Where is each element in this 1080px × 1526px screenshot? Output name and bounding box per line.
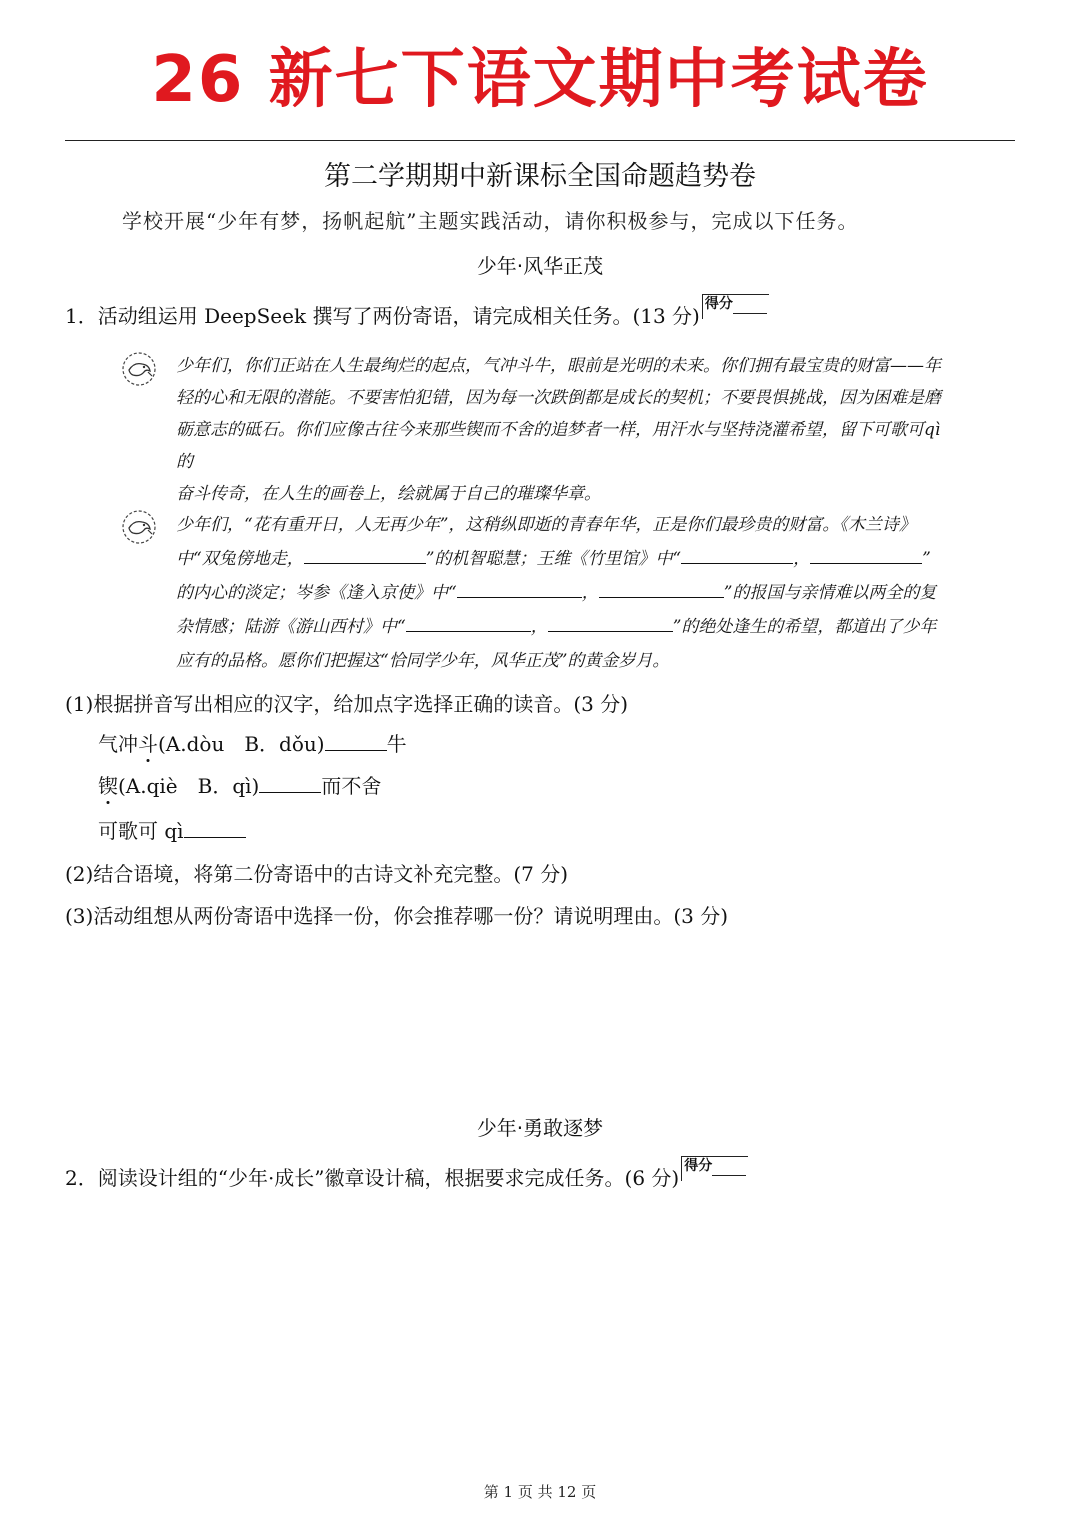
pinyin-item-2: 锲(A.qiè B．qì) 而不舍 (98, 774, 382, 798)
pinyin-item-3: 可歌可 qì (98, 815, 246, 844)
message-2-line: 中“双兔傍地走， ”的机智聪慧；王维《竹里馆》中“ ， ” (176, 542, 956, 576)
score-box-2[interactable] (681, 1156, 748, 1181)
message-1-text (176, 350, 956, 510)
exam-subtitle: 第二学期期中新课标全国命题趋势卷 (324, 161, 756, 192)
sub-question-3: (3)活动组想从两份寄语中选择一份，你会推荐哪一份？请说明理由。(3 分) (65, 904, 729, 928)
fill-blank[interactable] (548, 613, 673, 632)
fill-blank[interactable] (681, 545, 793, 564)
message-1-line: 砺意志的砥石。你们应像古往今来那些锲而不舍的追梦者一样，用汗水与坚持浇灌希望，留下可歌可qì的 (176, 420, 941, 472)
page-footer: 第 1 页 共 12 页 (483, 1483, 597, 1501)
message-1-line: 少年们，你们正站在人生最绚烂的起点，气冲斗牛，眼前是光明的未来。你们拥有最宝贵的财富——年 (176, 356, 941, 376)
deepseek-whale-icon (120, 350, 158, 388)
exam-banner-title: 26 新七下语文期中考试卷 (151, 43, 929, 117)
question-1 (65, 296, 769, 329)
message-1-line: 轻的心和无限的潜能。不要害怕犯错，因为每一次跌倒都是成长的契机；不要畏惧挑战，因为困难是磨 (176, 388, 941, 408)
score-box-1[interactable] (702, 294, 769, 319)
question-2-text: 2．阅读设计组的“少年·成长”徽章设计稿，根据要求完成任务。(6 分) (65, 1166, 680, 1190)
message-card-1 (120, 350, 950, 504)
message-2-line: 的内心的淡定；岑参《逢入京使》中“ ， ”的报国与亲情难以两全的复 (176, 576, 956, 610)
section-title-2: 少年·勇敢逐梦 (476, 1116, 604, 1140)
answer-blank[interactable] (325, 732, 387, 751)
message-2-text (176, 508, 956, 678)
message-2-line: 杂情感；陆游《游山西村》中“ ， ”的绝处逢生的希望，都道出了少年 (176, 610, 956, 644)
dotted-char: 锲 (98, 774, 118, 798)
question-1-text: 1．活动组运用 DeepSeek 撰写了两份寄语，请完成相关任务。(13 分) (65, 304, 700, 328)
message-1-line: 奋斗传奇，在人生的画卷上，绘就属于自己的璀璨华章。 (176, 484, 601, 504)
score-label: 得分 (704, 296, 733, 312)
fill-blank[interactable] (810, 545, 922, 564)
message-card-2 (120, 508, 950, 678)
question-2 (65, 1158, 748, 1191)
sub-question-1: (1)根据拼音写出相应的汉字，给加点字选择正确的读音。(3 分) (65, 692, 629, 716)
fill-blank[interactable] (406, 613, 531, 632)
score-label: 得分 (684, 1158, 713, 1174)
message-2-line: 应有的品格。愿你们把握这“恰同学少年，风华正茂”的黄金岁月。 (176, 651, 670, 671)
section-title-1: 少年·风华正茂 (476, 254, 604, 278)
pinyin-item-1: 气冲斗(A.dòu B．dǒu) 牛 (98, 732, 407, 756)
sub-question-2: (2)结合语境，将第二份寄语中的古诗文补充完整。(7 分) (65, 862, 569, 886)
answer-blank[interactable] (184, 819, 246, 838)
answer-blank[interactable] (259, 774, 321, 793)
deepseek-whale-icon (120, 508, 158, 546)
intro-text: 学校开展“少年有梦，扬帆起航”主题实践活动，请你积极参与，完成以下任务。 (122, 209, 859, 233)
dotted-char: 斗 (138, 732, 158, 756)
fill-blank[interactable] (599, 579, 724, 598)
message-2-line: 少年们，“花有重开日，人无再少年”，这稍纵即逝的青春年华，正是你们最珍贵的财富。《木兰诗》 (176, 515, 916, 535)
fill-blank[interactable] (457, 579, 582, 598)
header-divider (65, 140, 1015, 141)
fill-blank[interactable] (304, 545, 426, 564)
